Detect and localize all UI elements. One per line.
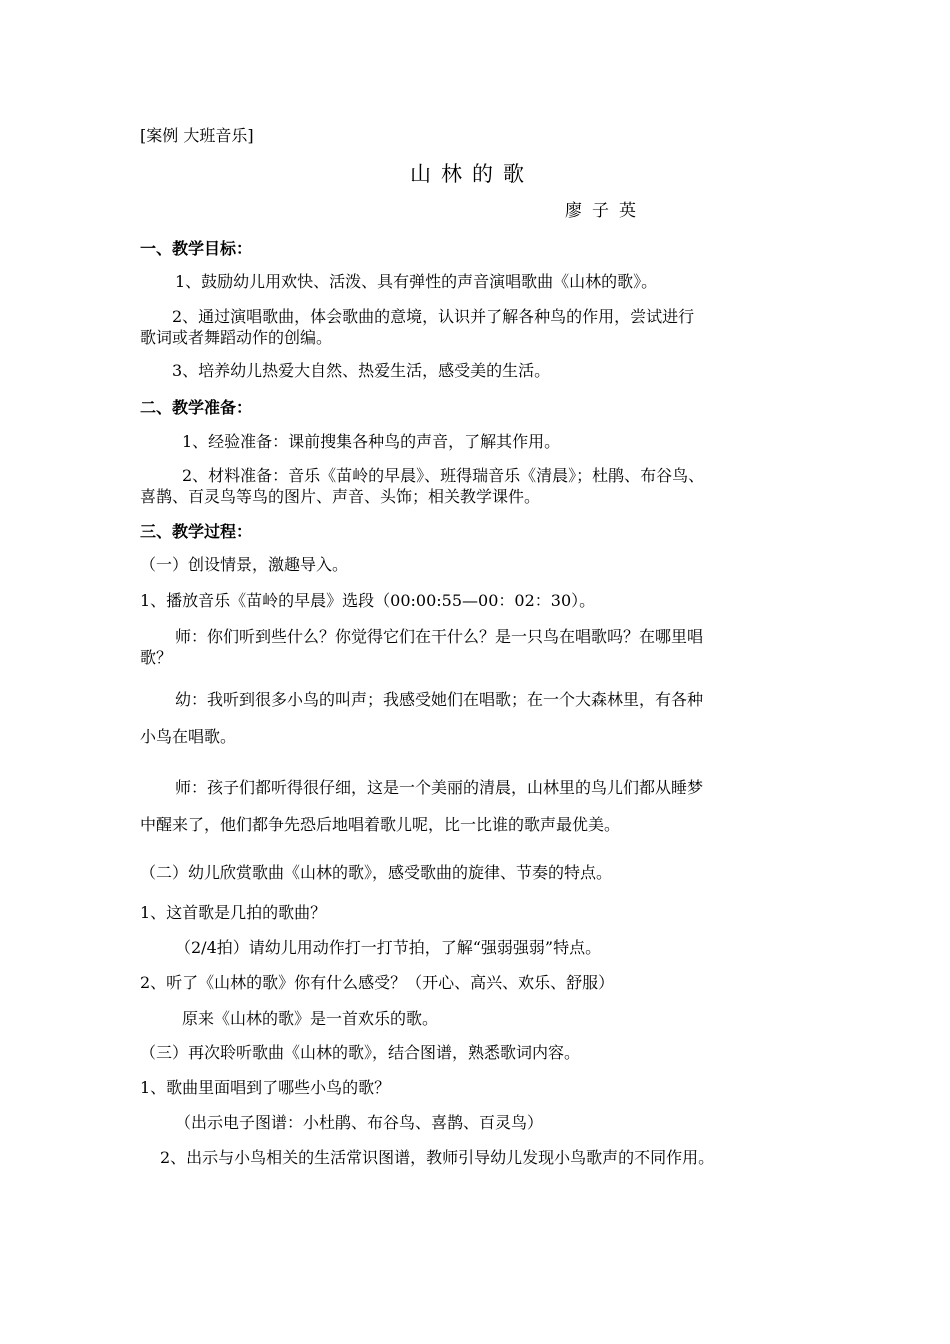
paragraph: 1、鼓励幼儿用欢快、活泼、具有弹性的声音演唱歌曲《山林的歌》。 bbox=[175, 272, 658, 291]
section-heading: 一、教学目标： bbox=[140, 239, 253, 258]
paragraph: 3、培养幼儿热爱大自然、热爱生活，感受美的生活。 bbox=[172, 361, 551, 380]
author-name: 廖子英 bbox=[565, 201, 646, 221]
dialogue-line: 歌？ bbox=[140, 648, 173, 667]
question: 2、听了《山林的歌》你有什么感受？（开心、高兴、欢乐、舒服） bbox=[140, 973, 615, 992]
subsection-heading: （二）幼儿欣赏歌曲《山林的歌》，感受歌曲的旋律、节奏的特点。 bbox=[140, 863, 613, 882]
section-heading: 二、教学准备： bbox=[140, 398, 253, 417]
question: 1、这首歌是几拍的歌曲？ bbox=[140, 903, 327, 922]
dialogue-line: 中醒来了，他们都争先恐后地唱着歌儿呢，比一比谁的歌声最优美。 bbox=[140, 815, 621, 834]
answer: （2/4拍）请幼儿用动作打一打节拍，了解“强弱强弱”特点。 bbox=[175, 938, 602, 957]
question: 2、出示与小鸟相关的生活常识图谱，教师引导幼儿发现小鸟歌声的不同作用。 bbox=[160, 1148, 715, 1167]
paragraph: 歌词或者舞蹈动作的创编。 bbox=[140, 328, 333, 347]
paragraph: 2、通过演唱歌曲，体会歌曲的意境，认识并了解各种鸟的作用，尝试进行 bbox=[172, 307, 695, 326]
dialogue-line: 小鸟在唱歌。 bbox=[140, 727, 237, 746]
answer: （出示电子图谱：小杜鹃、布谷鸟、喜鹊、百灵鸟） bbox=[175, 1113, 544, 1132]
dialogue-line: 师：你们听到些什么？你觉得它们在干什么？是一只鸟在唱歌吗？在哪里唱 bbox=[175, 627, 704, 646]
paragraph: 1、经验准备：课前搜集各种鸟的声音，了解其作用。 bbox=[182, 432, 561, 451]
subsection-heading: （三）再次聆听歌曲《山林的歌》，结合图谱，熟悉歌词内容。 bbox=[140, 1043, 581, 1062]
answer: 原来《山林的歌》是一首欢乐的歌。 bbox=[182, 1009, 439, 1028]
paragraph: 1、播放音乐《苗岭的早晨》选段（00:00:55—00：02：30）。 bbox=[140, 591, 596, 610]
paragraph: 2、材料准备：音乐《苗岭的早晨》、班得瑞音乐《清晨》；杜鹃、布谷鸟、 bbox=[182, 466, 705, 485]
subsection-heading: （一）创设情景，激趣导入。 bbox=[140, 555, 349, 574]
dialogue-line: 幼：我听到很多小鸟的叫声；我感受她们在唱歌；在一个大森林里，有各种 bbox=[175, 690, 704, 709]
paragraph: 喜鹊、百灵鸟等鸟的图片、声音、头饰；相关教学课件。 bbox=[140, 487, 541, 506]
dialogue-line: 师：孩子们都听得很仔细，这是一个美丽的清晨，山林里的鸟儿们都从睡梦 bbox=[175, 778, 704, 797]
case-tag: [案例 大班音乐] bbox=[140, 126, 254, 145]
page-title: 山林的歌 bbox=[410, 162, 534, 186]
question: 1、歌曲里面唱到了哪些小鸟的歌？ bbox=[140, 1078, 391, 1097]
section-heading: 三、教学过程： bbox=[140, 522, 253, 541]
